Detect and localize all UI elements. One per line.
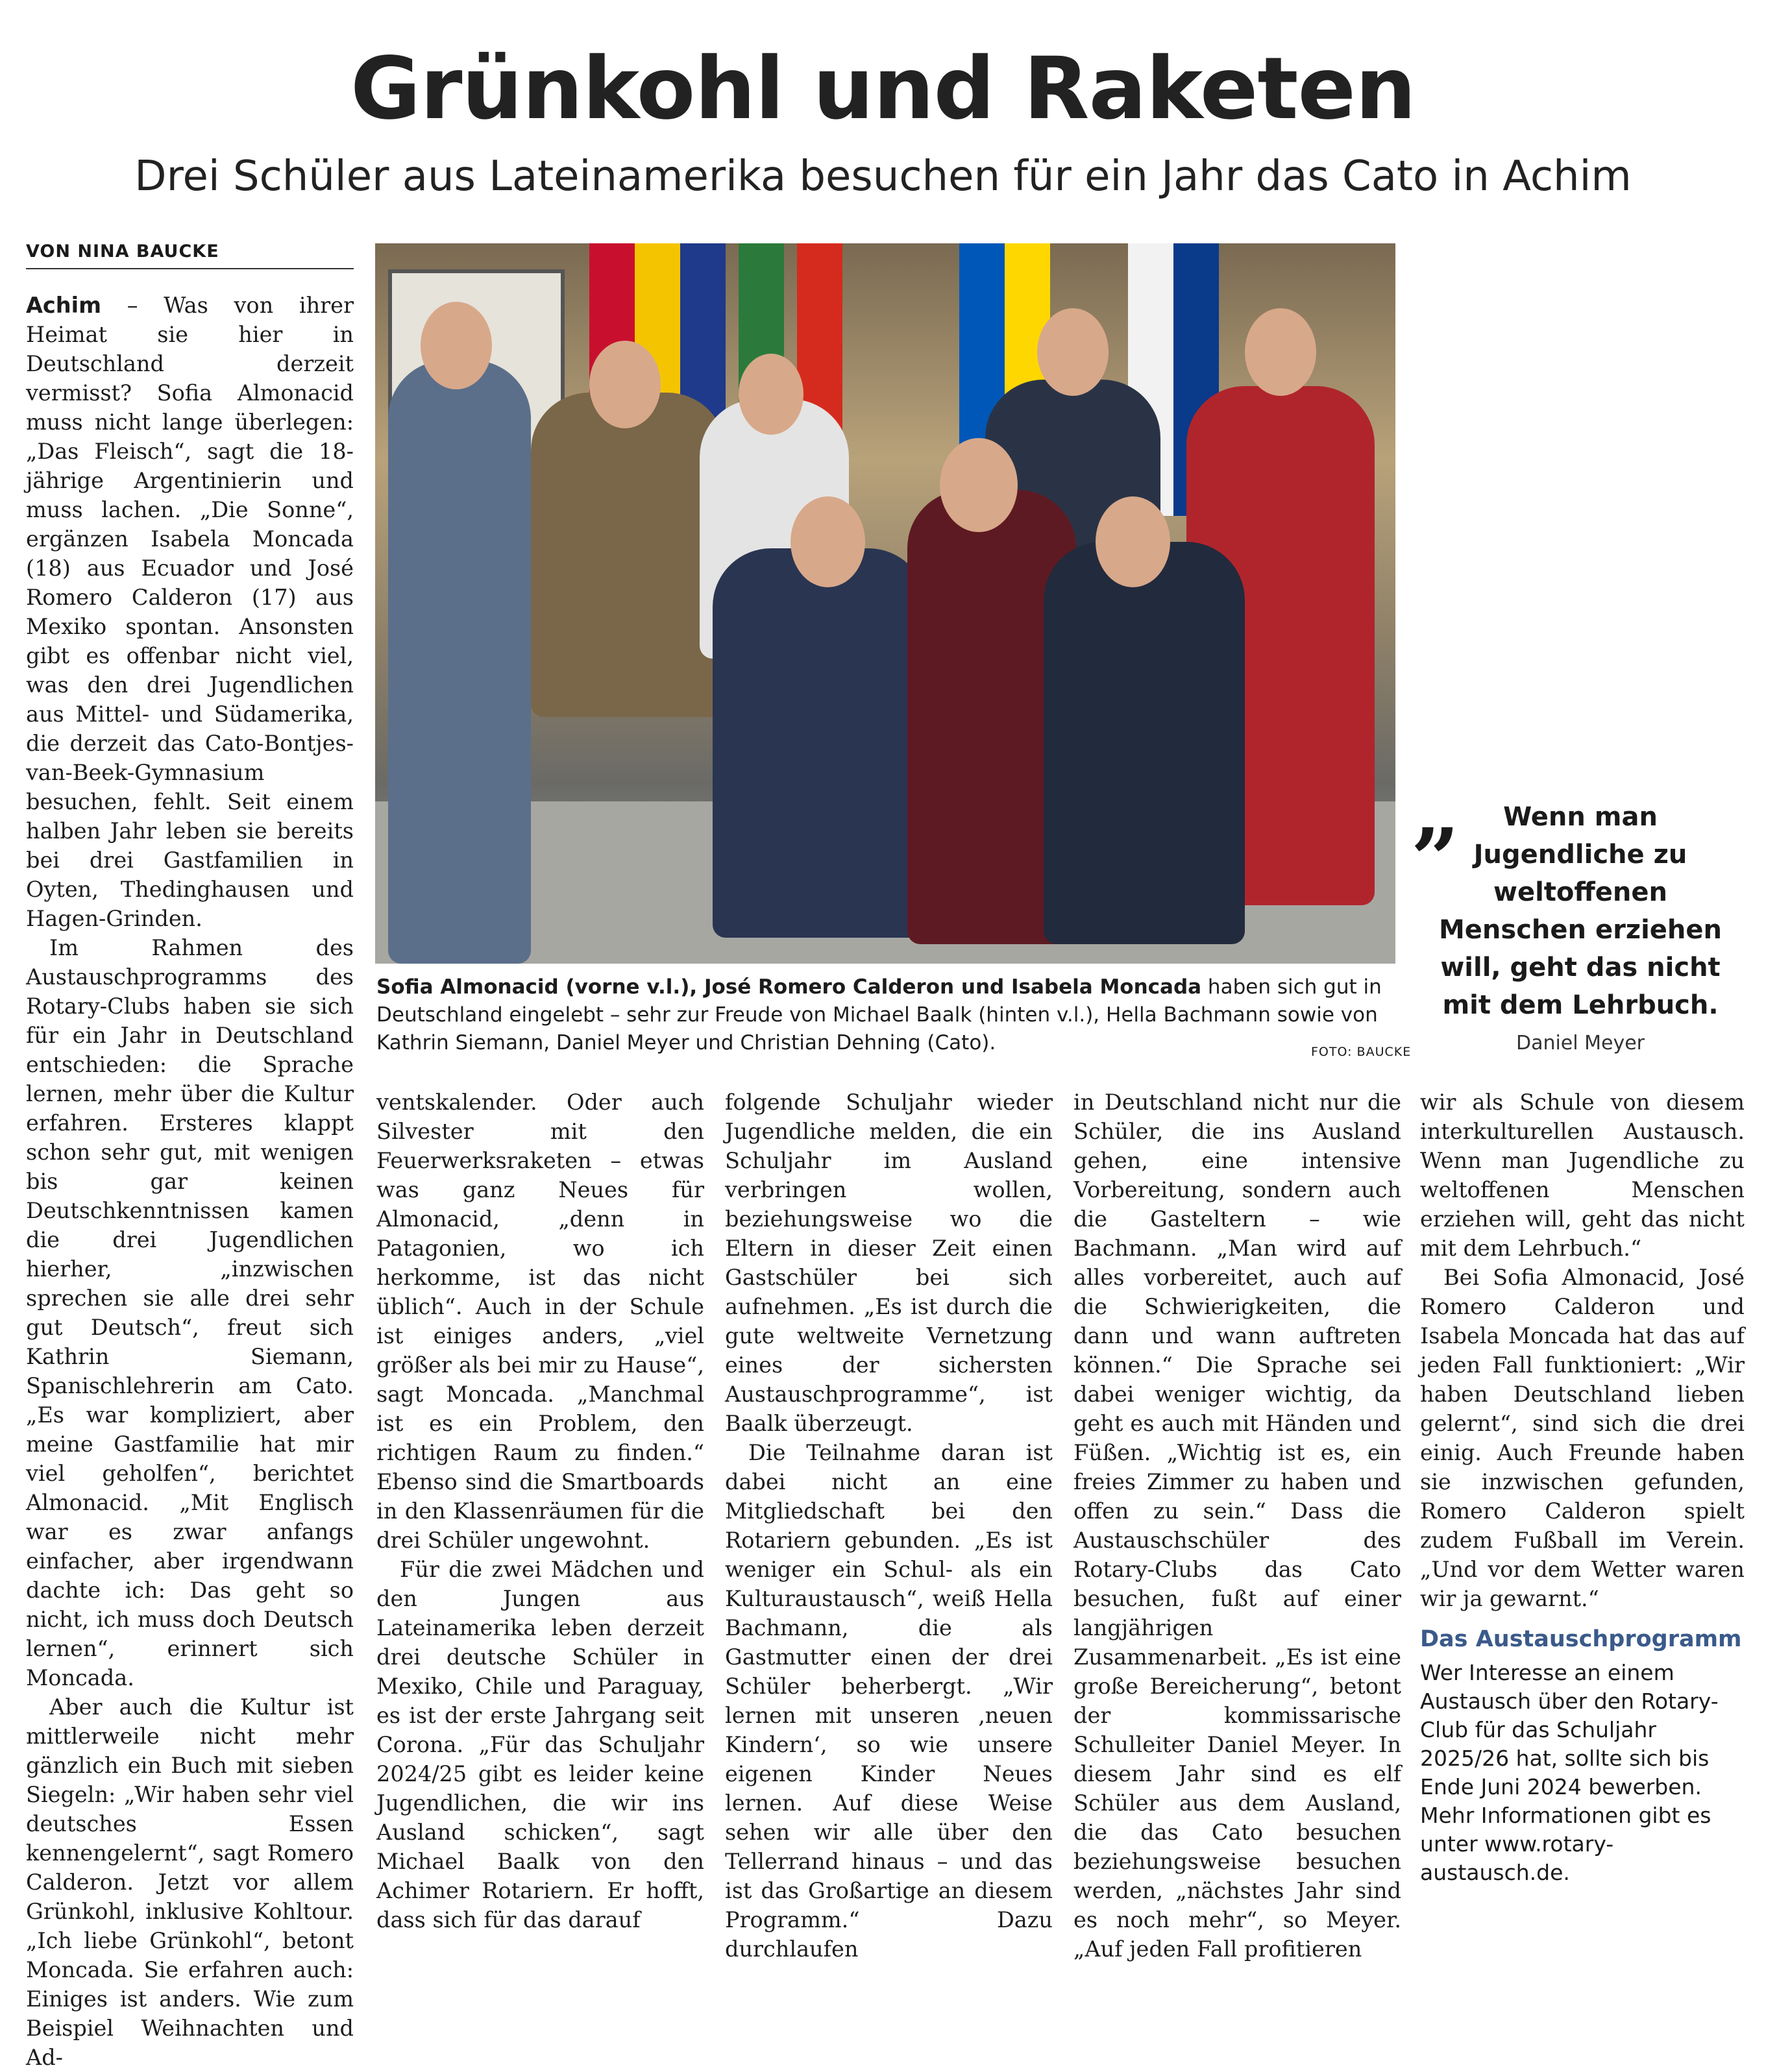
article-column-1 [26, 291, 354, 2072]
face [1245, 308, 1316, 396]
face [421, 302, 492, 389]
photo-credit: FOTO: BAUCKE [1311, 1045, 1412, 1059]
article-column-4 [1073, 1088, 1401, 1964]
face [739, 354, 803, 435]
article-column-2 [376, 1088, 704, 1934]
article-paragraph: ventskalender. Oder auch Silvester mit den Feuerwerksraketen – etwas was ganz Neues für Almonacid, „denn in Patagonien, wo ich herkomme, ist das nicht üblich“. Auch in der Schule ist einiges anders, „viel größer als bei mir zu Hause“, sagt Moncada. „Manchmal ist es ein Problem, den richtigen Raum zu finden.“ Ebenso sind die Smartboards in den Klassenräumen für die drei Schüler ungewohnt. [376, 1090, 704, 1553]
face [791, 496, 865, 587]
article-paragraph: Für die zwei Mädchen und den Jungen aus Lateinamerika leben derzeit drei deutsche Schüler in Mexiko, Chile und Paraguay, es ist der erste Jahrgang seit Corona. „Für das Schuljahr 2024/25 gibt es leider keine Jugendlichen, die wir ins Ausland schicken“, sagt Michael Baalk von den Achimer Rotariern. Er hofft, dass sich für das darauf [376, 1557, 704, 1932]
article-paragraph: folgende Schuljahr wieder Jugendliche melden, die ein Schuljahr im Ausland verbringen wollen, beziehungsweise wo die Eltern in dieser Zeit einen Gastschüler bei sich aufnehmen. „Es ist durch die gute weltweite Vernetzung eines der sichersten Austauschprogramme“, ist Baalk überzeugt. [725, 1090, 1053, 1436]
quote-mark-icon: „ [1412, 761, 1461, 860]
subheadline: Drei Schüler aus Lateinamerika besuchen für ein Jahr das Cato in Achim [134, 152, 1632, 201]
group-photo [375, 243, 1395, 964]
face [1096, 496, 1170, 587]
article-paragraph: Achim – Was von ihrer Heimat sie hier in Deutschland derzeit vermisst? Sofia Almonacid muss nicht lange überlegen: „Das Fleisch“, sagt die 18-jährige Argentinierin und muss lachen. „Die Sonne“, ergänzen Isabela Moncada (18) aus Ecuador und José Romero Calderon (17) aus Mexiko spontan. Ansonsten gibt es offenbar nicht viel, was den drei Jugendlichen aus Mittel- und Südamerika, die derzeit das Cato-Bontjes-van-Beek-Gymnasium besuchen, fehlt. Seit einem halben Jahr leben sie bereits bei drei Gastfamilien in Oyten, Thedinghausen und Hagen-Grinden. [26, 293, 354, 931]
headline: Grünkohl und Raketen [350, 39, 1416, 139]
caption-text: haben sich gut in Deutschland eingelebt – sehr zur Freude von Michael Baalk (hinten v.l.), Hella Bachmann sowie von Kathrin Siemann, Daniel Meyer und Christian Dehning (Cato). [376, 975, 1382, 1054]
article-paragraph: Aber auch die Kultur ist mittlerweile nicht mehr gänzlich ein Buch mit sieben Siegeln: „Wir haben sehr viel deutsches Essen kennengelernt“, sagt Romero Calderon. Jetzt vor allem Grünkohl, inklusive Kohltour. „Ich liebe Grünkohl“, betont Moncada. Sie erfahren auch: Einiges ist anders. Wie zum Beispiel Weihnachten und Ad- [26, 1694, 354, 2070]
article-paragraph: Im Rahmen des Austauschprogramms des Rotary-Clubs haben sie sich für ein Jahr in Deutschland entschieden: die Sprache lernen, mehr über die Kultur erfahren. Ersteres klappt schon sehr gut, mit wenigen bis gar keinen Deutschkenntnissen kamen die drei Jugendlichen hierher, „inzwischen sprechen sie alle drei sehr gut Deutsch“, freut sich Kathrin Siemann, Spanischlehrerin am Cato. „Es war kompliziert, aber meine Gastfamilie hat mir viel geholfen“, berichtet Almonacid. „Mit Englisch war es zwar anfangs einfacher, aber irgendwann dachte ich: Das geht so nicht, ich muss doch Deutsch lernen“, erinnert sich Moncada. [26, 935, 354, 1690]
pull-quote: Wenn man Jugendliche zu weltoffenen Menschen erziehen will, geht das nicht mit dem Lehrbuch. [1439, 802, 1722, 1020]
article-paragraph: Die Teilnahme daran ist dabei nicht an eine Mitgliedschaft bei den Rotariern gebunden. „Es ist weniger ein Schul- als ein Kulturaustausch“, weiß Hella Bachmann, die als Gastmutter einen der drei Schüler beherbergt. „Wir lernen mit unseren ‚neuen Kindern‘, so wie unsere eigenen Kinder Neues lernen. Auf diese Weise sehen wir alle über den Tellerrand hinaus – und das ist das Großartige an diesem Programm.“ Dazu durchlaufen [725, 1440, 1053, 1962]
byline: VON NINA BAUCKE [26, 241, 354, 269]
person-back-1 [388, 360, 531, 964]
infobox-body: Wer Interesse an einem Austausch über den Rotary-Club für das Schuljahr 2025/26 hat, sollte sich bis Ende Juni 2024 bewerben. Mehr Informationen gibt es unter www.rotary-austausch.de. [1420, 1660, 1719, 1885]
article-column-5 [1420, 1088, 1745, 1613]
face [589, 341, 661, 428]
infobox-title: Das Austauschprogramm [1420, 1626, 1742, 1652]
pull-quote-author: Daniel Meyer [1515, 1032, 1645, 1054]
article-paragraph: wir als Schule von diesem interkulturellen Austausch. Wenn man Jugendliche zu weltoffenen Menschen erziehen will, geht das nicht mit dem Lehrbuch.“ [1420, 1090, 1745, 1261]
photo-caption [376, 973, 1397, 1057]
article-paragraph: in Deutschland nicht nur die Schüler, die ins Ausland gehen, eine intensive Vorbereitung, sondern auch die Gasteltern – wie Bachmann. „Man wird auf alles vorbereitet, auch auf die Schwierigkeiten, die dann und wann auftreten können.“ Die Sprache sei dabei weniger wichtig, da geht es auch mit Händen und Füßen. „Wichtig ist es, ein freies Zimmer zu haben und offen zu sein.“ Dass die Austauschschüler des Rotary-Clubs das Cato besuchen, fußt auf einer langjährigen Zusammenarbeit. „Es ist eine große Bereicherung“, betont der kommissarische Schulleiter Daniel Meyer. In diesem Jahr sind es elf Schüler aus dem Ausland, die das Cato besuchen beziehungsweise besuchen werden, „nächstes Jahr sind es noch mehr“, so Meyer. „Auf jeden Fall profitieren [1073, 1090, 1401, 1962]
article-column-3 [725, 1088, 1053, 1964]
person-front-3 [1044, 542, 1245, 944]
caption-names: Sofia Almonacid (vorne v.l.), José Romero Calderon und Isabela Moncada [376, 975, 1202, 999]
face [1037, 308, 1109, 396]
person-front-1 [713, 548, 927, 938]
face [940, 438, 1018, 532]
dateline: Achim [26, 293, 102, 318]
person-back-2 [531, 393, 726, 717]
article-paragraph: Bei Sofia Almonacid, José Romero Calderon und Isabela Moncada hat das auf jeden Fall funktioniert: „Wir haben Deutschland lieben gelernt“, sind sich die drei einig. Auch Freunde haben sie inzwischen gefunden, Romero Calderon spielt zudem Fußball im Verein. „Und vor dem Wetter waren wir ja gewarnt.“ [1420, 1265, 1745, 1611]
